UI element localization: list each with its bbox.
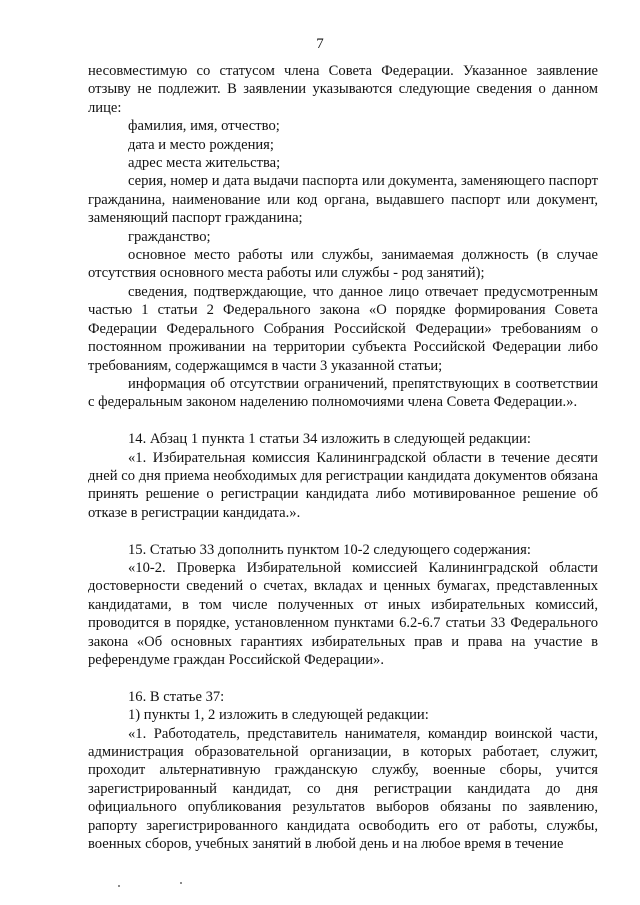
- paragraph-spacer: [88, 522, 598, 540]
- paragraph-p10: 14. Абзац 1 пункта 1 статьи 34 изложить в следующей редакции:: [128, 431, 531, 448]
- paragraph-p5: серия, номер и дата выдачи паспорта или документа, заменяющего паспорт гражданина, наименование или код органа, выдавшего паспорт или документ, заменяющий паспорт гражданина;: [88, 173, 598, 227]
- scan-speck: [118, 885, 120, 887]
- paragraph-p9: информация об отсутствии ограничений, препятствующих в соответствии с федеральным законом наделению полномочиями члена Совета Федерации.».: [88, 375, 598, 411]
- paragraph-p7: основное место работы или службы, занимаемая должность (в случае отсутствия основного места работы или службы - род занятий);: [88, 247, 598, 282]
- paragraph-p3: дата и место рождения;: [128, 136, 274, 153]
- paragraph-p1: несовместимую со статусом члена Совета Федерации. Указанное заявление отзыву не подлежит. В заявлении указываются следующие сведения о данном лице:: [88, 63, 598, 116]
- paragraph-p13: «10-2. Проверка Избирательной комиссией Калининградской области достоверности сведений о счетах, вкладах и ценных бумагах, представленных кандидатами, в том числе полученных от иных избирательных комиссий, проводится в порядке, установленном пунктами 6.2-6.7 статьи 33 Федерального закона «Об основных гарантиях избирательных прав и права на участие в референдуме граждан Российской Федерации».: [88, 559, 598, 668]
- paragraph-p12: 15. Статью 33 дополнить пунктом 10-2 следующего содержания:: [128, 541, 531, 558]
- paragraph-p4: адрес места жительства;: [128, 155, 281, 172]
- paragraph-p16: «1. Работодатель, представитель нанимателя, командир воинской части, администрация образовательной организации, в которых работает, служит, проходит альтернативную гражданскую службу, военные сборы, учится зарегистрированный кандидат, со дня регистрации кандидата до дня официального опубликования результатов выборов обязаны по заявлению, рапорту зарегистрированного кандидата освободить его от работы, службы, военных сборов, учебных занятий в любой день и на любое время в течение: [88, 725, 598, 853]
- paragraph-p6: гражданство;: [128, 228, 211, 245]
- paragraph-p2: фамилия, имя, отчество;: [128, 118, 280, 135]
- paragraph-spacer: [88, 412, 598, 430]
- scan-speck: [180, 882, 182, 884]
- paragraph-p15: 1) пункты 1, 2 изложить в следующей редакции:: [128, 707, 429, 724]
- document-body: [88, 62, 598, 853]
- page-number: 7: [316, 36, 324, 52]
- paragraph-p14: 16. В статье 37:: [128, 688, 225, 705]
- paragraph-p11: «1. Избирательная комиссия Калининградской области в течение десяти дней со дня приема необходимых для регистрации кандидата документов обязана принять решение о регистрации кандидата либо мотивированное решение об отказе в регистрации кандидата.».: [88, 449, 598, 521]
- paragraph-p8: сведения, подтверждающие, что данное лицо отвечает предусмотренным частью 1 статьи 2 Федерального закона «О порядке формирования Совета Федерации Федерального Собрания Российской Федерации» требованиям о постоянном проживании на территории субъекта Российской Федерации либо требованиям, содержащимся в части 3 указанной статьи;: [88, 283, 598, 374]
- paragraph-spacer: [88, 669, 598, 687]
